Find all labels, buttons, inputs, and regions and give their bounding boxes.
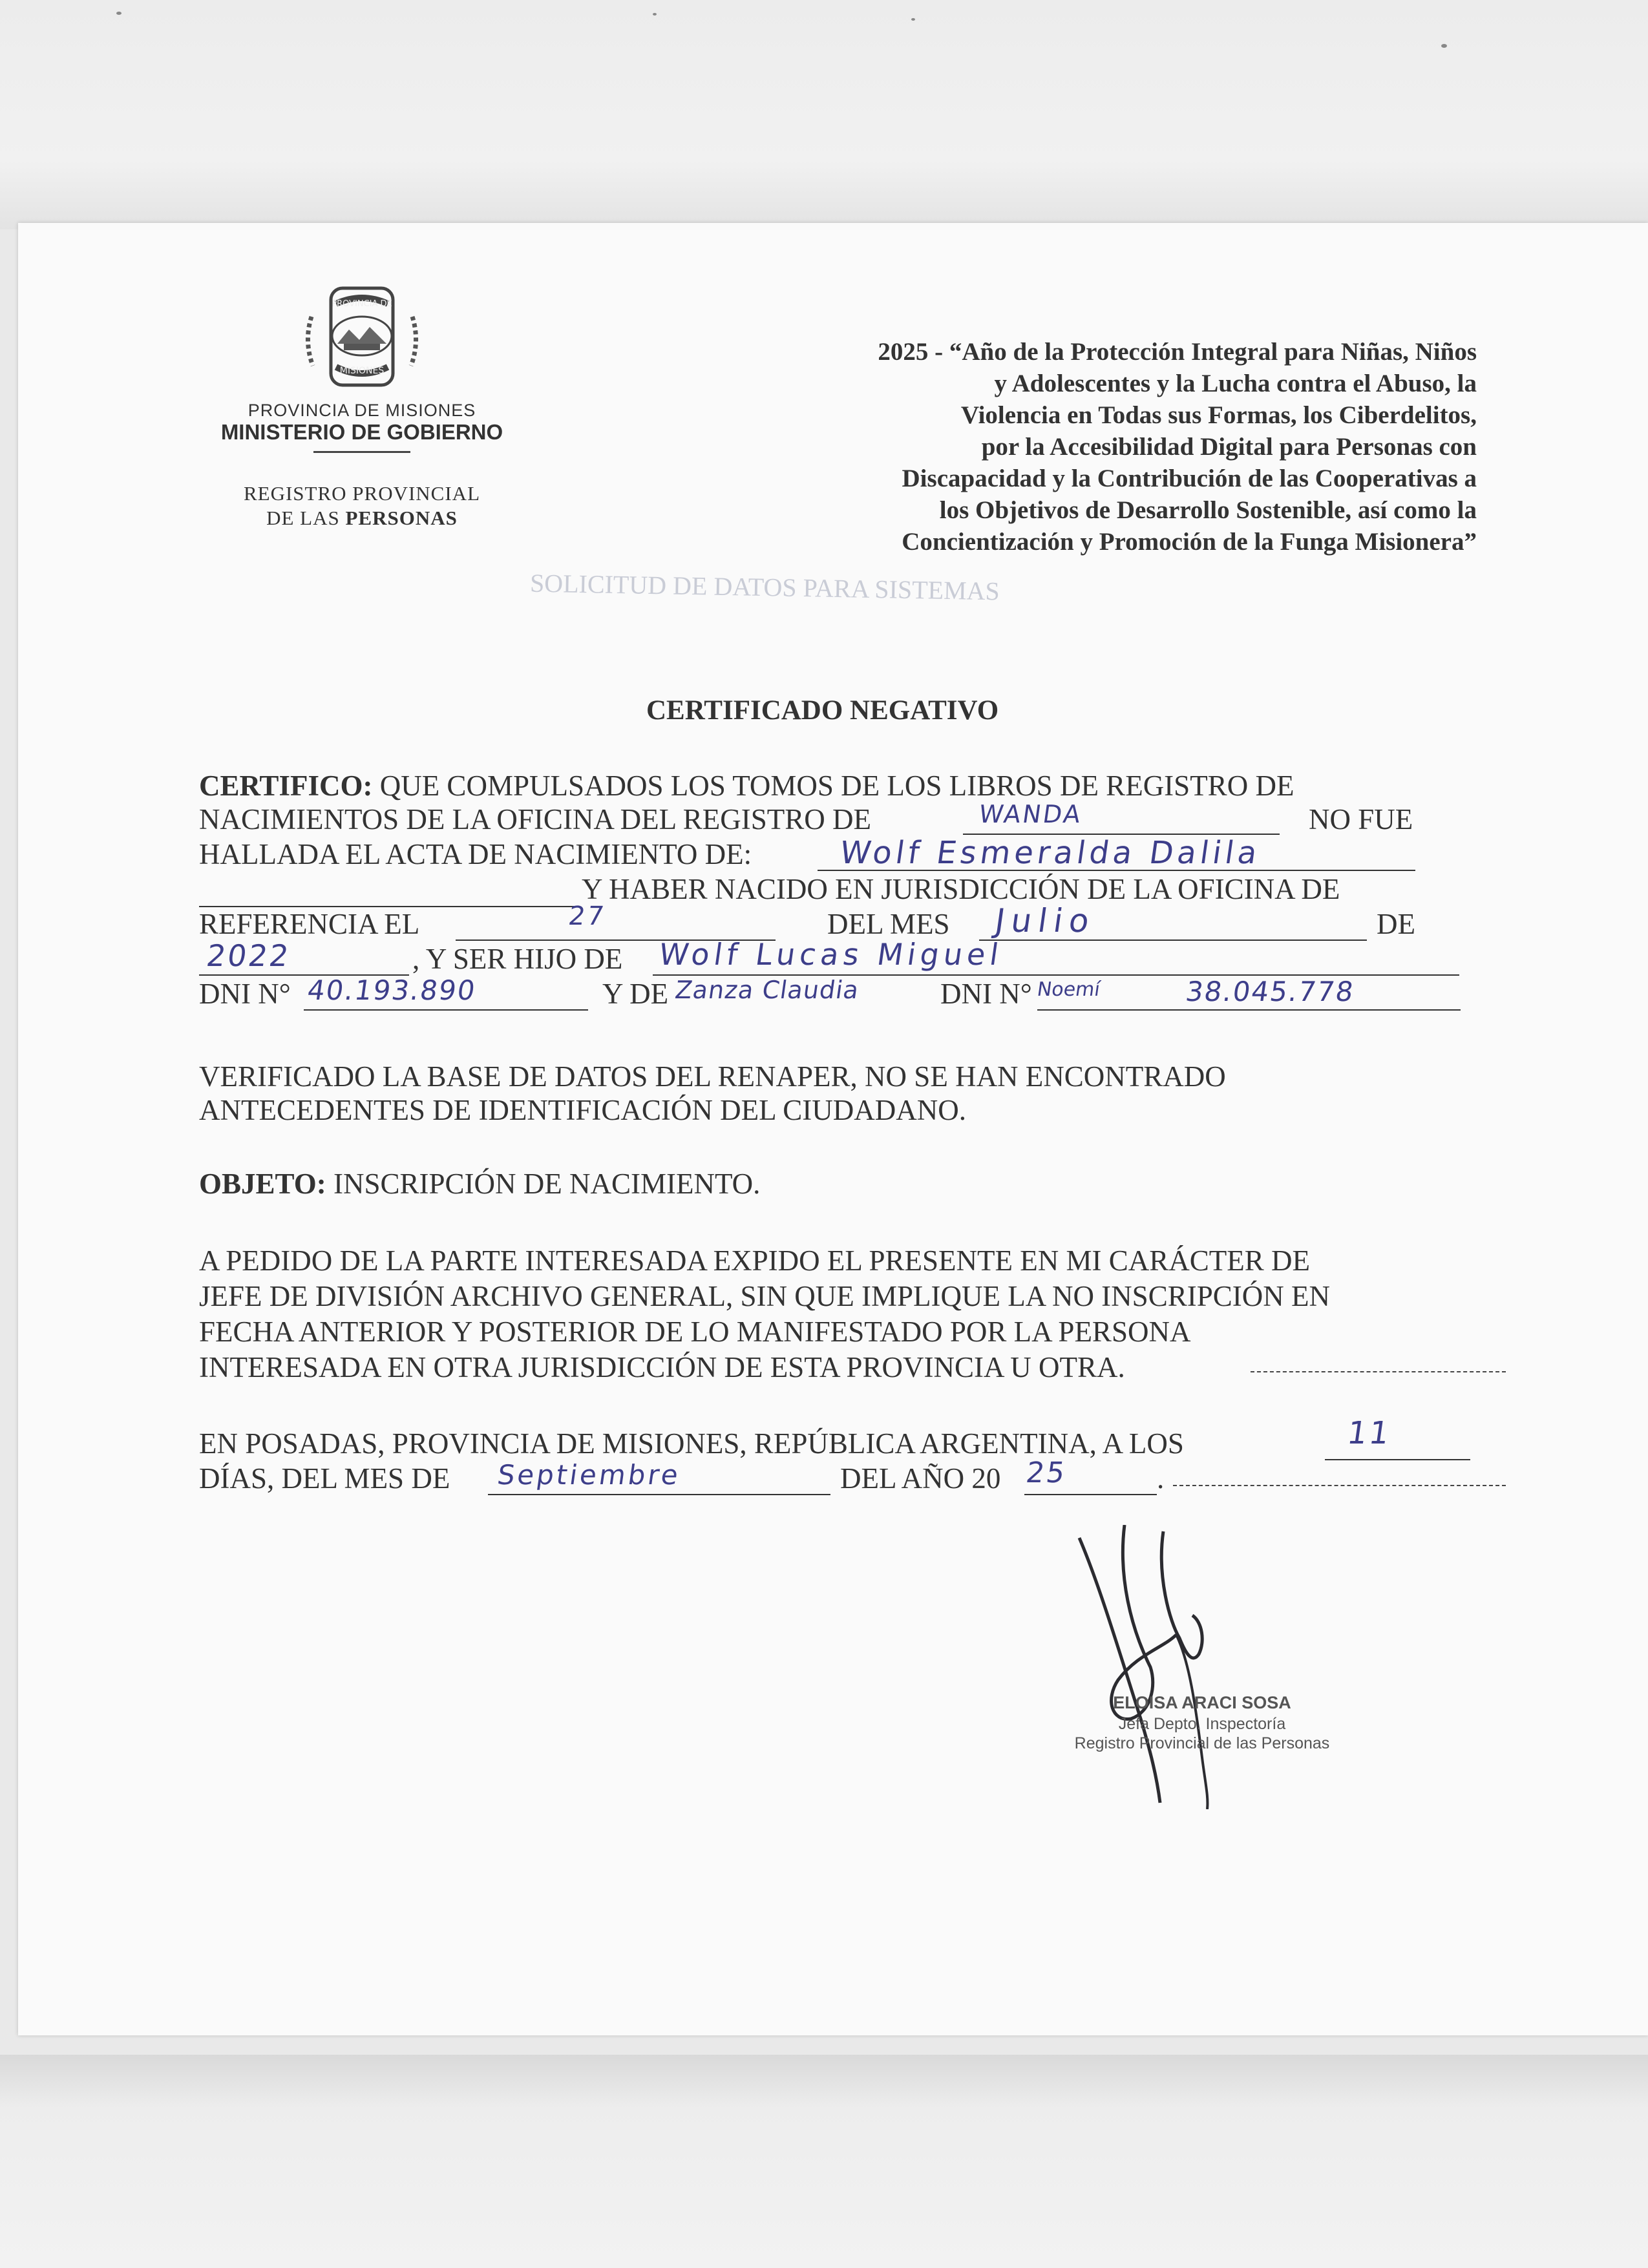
mes-emision-blank — [488, 1494, 830, 1495]
certificate-title: CERTIFICADO NEGATIVO — [646, 695, 999, 726]
registry-line-2b: PERSONAS — [345, 507, 458, 529]
stamp-name: ELOISA ARACI SOSA — [1113, 1693, 1291, 1712]
nombre-handwritten: Wolf Esmeralda Dalila — [838, 835, 1263, 871]
provincia-misiones-seal-icon — [297, 284, 427, 394]
renaper-line-2: ANTECEDENTES DE IDENTIFICACIÓN DEL CIUDADANO. — [199, 1094, 966, 1126]
madre-cont-handwritten: Noemí — [1035, 978, 1102, 1001]
certifico-line-5b: DEL MES — [827, 908, 950, 940]
objeto-line — [199, 1167, 760, 1201]
mes-handwritten: Julio — [992, 902, 1098, 940]
certifico-line-2a: NACIMIENTOS DE LA OFICINA DEL REGISTRO DE — [199, 803, 871, 835]
certifico-line-4: Y HABER NACIDO EN JURISDICCIÓN DE LA OFICINA DE — [582, 873, 1340, 905]
lugar-line-2c: . — [1157, 1462, 1165, 1495]
pedido-line-4: INTERESADA EN OTRA JURISDICCIÓN DE ESTA PROVINCIA U OTRA. — [199, 1351, 1125, 1383]
madre-dni-handwritten: 38.045.778 — [1183, 976, 1357, 1007]
scan-speck — [653, 13, 657, 16]
mes-blank — [979, 940, 1367, 941]
certifico-line-2b: NO FUE — [1309, 803, 1413, 835]
header-province: PROVINCIA DE MISIONES — [248, 401, 476, 420]
pedido-line-1: A PEDIDO DE LA PARTE INTERESADA EXPIDO EL PRESENTE EN MI CARÁCTER DE — [199, 1244, 1310, 1277]
dia-emision-blank — [1325, 1459, 1470, 1460]
certifico-line-6: , Y SER HIJO DE — [412, 943, 623, 975]
padre-dni-blank — [304, 1009, 588, 1011]
scan-speck — [116, 12, 121, 15]
certifico-line-5c: DE — [1377, 908, 1415, 940]
anio-handwritten: 2022 — [204, 938, 293, 973]
bleed-through-text: SOLICITUD DE DATOS PARA SISTEMAS — [529, 568, 1000, 606]
objeto-label: OBJETO: — [199, 1168, 326, 1200]
handwritten-signature — [1053, 1525, 1273, 1809]
certifico-label: CERTIFICO: — [199, 770, 373, 802]
certifico-text: QUE COMPULSADOS LOS TOMOS DE LOS LIBROS DE REGISTRO DE — [372, 770, 1294, 802]
pedido-line-2: JEFE DE DIVISIÓN ARCHIVO GENERAL, SIN QUE IMPLIQUE LA NO INSCRIPCIÓN EN — [199, 1280, 1330, 1312]
header-registry — [194, 481, 530, 530]
scan-background-bottom — [0, 2055, 1648, 2268]
scan-background-top — [0, 0, 1648, 229]
motto-line: 2025 - “Año de la Protección Integral para Niñas, Niños — [878, 338, 1477, 366]
dia-handwritten: 27 — [566, 901, 608, 931]
certifico-line-7c: DNI N° — [940, 978, 1032, 1010]
objeto-value: INSCRIPCIÓN DE NACIMIENTO. — [326, 1168, 761, 1200]
header-divider — [313, 451, 410, 453]
registro-handwritten: WANDA — [977, 800, 1084, 828]
madre-dni-blank — [1037, 1009, 1461, 1011]
certifico-line-5a: REFERENCIA EL — [199, 908, 420, 940]
motto-line: y Adolescentes y la Lucha contra el Abuso, la — [994, 370, 1477, 397]
dia-emision-handwritten: 11 — [1345, 1415, 1394, 1451]
certifico-line-7b: Y DE — [602, 978, 669, 1010]
motto-line: Violencia en Todas sus Formas, los Ciberdelitos, — [960, 401, 1477, 429]
padre-handwritten: Wolf Lucas Miguel — [657, 937, 1006, 972]
lugar-line-2b: DEL AÑO 20 — [840, 1462, 1001, 1495]
motto-line: Concientización y Promoción de la Funga Misionera” — [902, 528, 1477, 556]
lugar-line-2a: DÍAS, DEL MES DE — [199, 1462, 450, 1495]
stamp-org: Registro Provincial de las Personas — [1074, 1734, 1330, 1752]
seal-text-top: PROVINCIA DE — [332, 299, 392, 309]
motto-line: Discapacidad y la Contribución de las Cooperativas a — [902, 465, 1477, 492]
mes-emision-handwritten: Septiembre — [495, 1459, 683, 1491]
seal-text-bottom: MISIONES — [339, 366, 385, 376]
padre-dni-handwritten: 40.193.890 — [305, 974, 478, 1006]
motto-line: por la Accesibilidad Digital para Personas con — [981, 433, 1477, 461]
certifico-line-3: HALLADA EL ACTA DE NACIMIENTO DE: — [199, 838, 752, 870]
motto-line: los Objetivos de Desarrollo Sostenible, así como la — [939, 496, 1477, 524]
certifico-line-1 — [199, 769, 1294, 803]
lugar-dashes — [1173, 1485, 1506, 1486]
header-ministry: MINISTERIO DE GOBIERNO — [220, 420, 503, 444]
anio-emision-handwritten: 25 — [1024, 1456, 1069, 1489]
stamp-title: Jefa Depto. Inspectoría — [1118, 1715, 1286, 1733]
pedido-dashes — [1251, 1371, 1506, 1372]
scan-speck — [1441, 44, 1447, 48]
certifico-line-7a: DNI N° — [199, 978, 291, 1010]
lugar-line-1: EN POSADAS, PROVINCIA DE MISIONES, REPÚBLICA ARGENTINA, A LOS — [199, 1427, 1184, 1460]
registry-line-1: REGISTRO PROVINCIAL — [243, 482, 481, 505]
madre-handwritten: Zanza Claudia — [673, 976, 861, 1004]
renaper-line-1: VERIFICADO LA BASE DE DATOS DEL RENAPER, NO SE HAN ENCONTRADO — [199, 1060, 1226, 1093]
registry-line-2a: DE LAS — [266, 507, 346, 529]
pedido-line-3: FECHA ANTERIOR Y POSTERIOR DE LO MANIFESTADO POR LA PERSONA — [199, 1316, 1191, 1348]
anio-emision-blank — [1024, 1494, 1157, 1495]
scan-speck — [911, 18, 915, 21]
official-year-motto — [679, 336, 1477, 558]
